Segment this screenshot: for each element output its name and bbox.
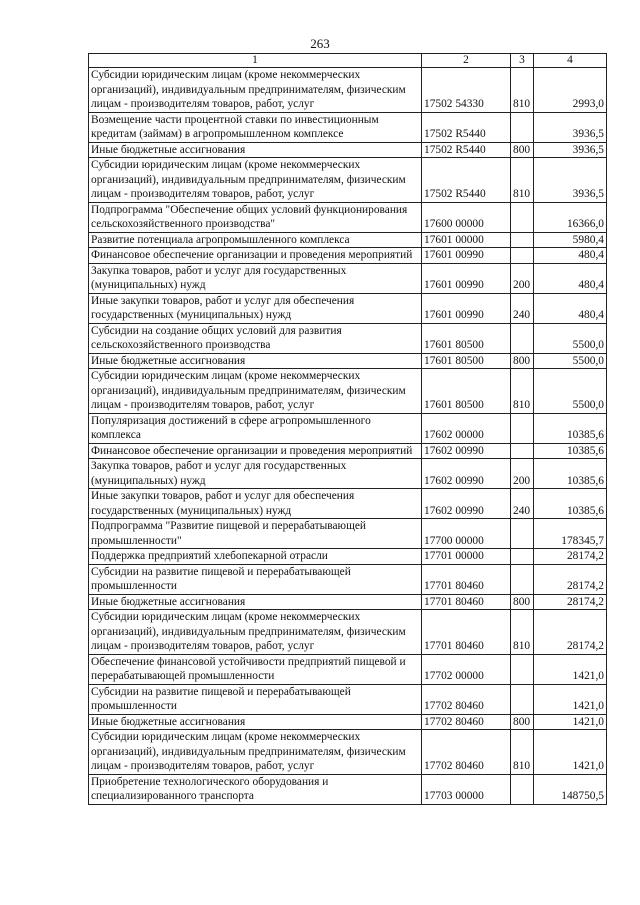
row-name: Субсидии юридическим лицам (кроме некоммерческих организаций), индивидуальным предпринимателям, физическим лицам - производителям товаров, работ, услуг bbox=[89, 730, 422, 775]
table-row bbox=[89, 142, 607, 158]
table-row bbox=[89, 610, 607, 655]
table-row bbox=[89, 323, 607, 353]
row-name: Иные бюджетные ассигнования bbox=[89, 353, 422, 369]
row-amount: 3936,5 bbox=[534, 142, 607, 158]
row-expense-type bbox=[511, 549, 534, 565]
row-name: Иные закупки товаров, работ и услуг для обеспечения государственных (муниципальных) нужд bbox=[89, 293, 422, 323]
row-amount: 5500,0 bbox=[534, 323, 607, 353]
table-row bbox=[89, 68, 607, 113]
row-code: 17502 R5440 bbox=[422, 142, 511, 158]
row-code: 17502 R5440 bbox=[422, 158, 511, 203]
row-expense-type bbox=[511, 654, 534, 684]
row-expense-type bbox=[511, 323, 534, 353]
row-name: Субсидии на развитие пищевой и перерабатывающей промышленности bbox=[89, 564, 422, 594]
row-name: Иные бюджетные ассигнования bbox=[89, 714, 422, 730]
row-expense-type: 800 bbox=[511, 353, 534, 369]
row-expense-type bbox=[511, 443, 534, 459]
row-name: Приобретение технологического оборудования и специализированного транспорта bbox=[89, 774, 422, 804]
row-amount: 10385,6 bbox=[534, 413, 607, 443]
row-name: Финансовое обеспечение организации и проведения мероприятий bbox=[89, 443, 422, 459]
table-row bbox=[89, 293, 607, 323]
row-name: Поддержка предприятий хлебопекарной отрасли bbox=[89, 549, 422, 565]
row-expense-type bbox=[511, 519, 534, 549]
table-row bbox=[89, 112, 607, 142]
row-amount: 2993,0 bbox=[534, 68, 607, 113]
table-row bbox=[89, 459, 607, 489]
row-code: 17701 00000 bbox=[422, 549, 511, 565]
row-code: 17701 80460 bbox=[422, 610, 511, 655]
row-name: Закупка товаров, работ и услуг для государственных (муниципальных) нужд bbox=[89, 459, 422, 489]
row-amount: 28174,2 bbox=[534, 594, 607, 610]
row-expense-type: 810 bbox=[511, 158, 534, 203]
table-row bbox=[89, 353, 607, 369]
row-expense-type: 200 bbox=[511, 263, 534, 293]
row-expense-type bbox=[511, 564, 534, 594]
table-row bbox=[89, 443, 607, 459]
row-code: 17702 80460 bbox=[422, 714, 511, 730]
row-name: Субсидии на развитие пищевой и перерабатывающей промышленности bbox=[89, 684, 422, 714]
row-expense-type: 810 bbox=[511, 68, 534, 113]
row-expense-type: 810 bbox=[511, 369, 534, 414]
row-amount: 28174,2 bbox=[534, 564, 607, 594]
row-code: 17601 00990 bbox=[422, 293, 511, 323]
row-code: 17601 00990 bbox=[422, 263, 511, 293]
row-name: Субсидии юридическим лицам (кроме некоммерческих организаций), индивидуальным предпринимателям, физическим лицам - производителям товаров, работ, услуг bbox=[89, 610, 422, 655]
table-row bbox=[89, 369, 607, 414]
row-expense-type bbox=[511, 202, 534, 232]
table-row bbox=[89, 714, 607, 730]
row-code: 17702 00000 bbox=[422, 654, 511, 684]
header-col-2: 2 bbox=[422, 54, 511, 68]
header-col-3: 3 bbox=[511, 54, 534, 68]
row-code: 17600 00000 bbox=[422, 202, 511, 232]
row-amount: 3936,5 bbox=[534, 158, 607, 203]
row-expense-type: 810 bbox=[511, 610, 534, 655]
row-amount: 480,4 bbox=[534, 293, 607, 323]
page-number: 263 bbox=[310, 36, 330, 51]
row-code: 17701 80460 bbox=[422, 564, 511, 594]
row-name: Субсидии юридическим лицам (кроме некоммерческих организаций), индивидуальным предпринимателям, физическим лицам - производителям товаров, работ, услуг bbox=[89, 68, 422, 113]
header-col-4: 4 bbox=[534, 54, 607, 68]
row-expense-type: 200 bbox=[511, 459, 534, 489]
row-name: Иные закупки товаров, работ и услуг для обеспечения государственных (муниципальных) нужд bbox=[89, 489, 422, 519]
row-name: Иные бюджетные ассигнования bbox=[89, 594, 422, 610]
row-name: Подпрограмма "Развитие пищевой и перерабатывающей промышленности" bbox=[89, 519, 422, 549]
row-amount: 5980,4 bbox=[534, 232, 607, 248]
table-row bbox=[89, 730, 607, 775]
row-amount: 16366,0 bbox=[534, 202, 607, 232]
row-amount: 1421,0 bbox=[534, 730, 607, 775]
row-code: 17701 80460 bbox=[422, 594, 511, 610]
row-expense-type bbox=[511, 413, 534, 443]
row-name: Обеспечение финансовой устойчивости предприятий пищевой и перерабатывающей промышленности bbox=[89, 654, 422, 684]
row-expense-type bbox=[511, 684, 534, 714]
table-row bbox=[89, 248, 607, 264]
table-row bbox=[89, 774, 607, 804]
row-code: 17703 00000 bbox=[422, 774, 511, 804]
row-code: 17601 80500 bbox=[422, 369, 511, 414]
row-code: 17502 R5440 bbox=[422, 112, 511, 142]
row-expense-type bbox=[511, 112, 534, 142]
row-amount: 10385,6 bbox=[534, 489, 607, 519]
row-name: Развитие потенциала агропромышленного комплекса bbox=[89, 232, 422, 248]
row-amount: 148750,5 bbox=[534, 774, 607, 804]
row-amount: 178345,7 bbox=[534, 519, 607, 549]
table-row bbox=[89, 684, 607, 714]
row-amount: 480,4 bbox=[534, 263, 607, 293]
table-row bbox=[89, 158, 607, 203]
row-amount: 5500,0 bbox=[534, 353, 607, 369]
row-name: Популяризация достижений в сфере агропромышленного комплекса bbox=[89, 413, 422, 443]
row-code: 17602 00000 bbox=[422, 413, 511, 443]
row-name: Закупка товаров, работ и услуг для государственных (муниципальных) нужд bbox=[89, 263, 422, 293]
row-expense-type: 800 bbox=[511, 142, 534, 158]
table-body bbox=[89, 68, 607, 805]
row-code: 17602 00990 bbox=[422, 459, 511, 489]
row-amount: 10385,6 bbox=[534, 459, 607, 489]
table-row bbox=[89, 489, 607, 519]
table-row bbox=[89, 564, 607, 594]
row-amount: 28174,2 bbox=[534, 610, 607, 655]
row-expense-type: 240 bbox=[511, 293, 534, 323]
table-row bbox=[89, 519, 607, 549]
row-expense-type: 240 bbox=[511, 489, 534, 519]
row-code: 17700 00000 bbox=[422, 519, 511, 549]
table-row bbox=[89, 263, 607, 293]
row-code: 17702 80460 bbox=[422, 730, 511, 775]
row-code: 17601 80500 bbox=[422, 323, 511, 353]
table-row bbox=[89, 654, 607, 684]
row-name: Возмещение части процентной ставки по инвестиционным кредитам (займам) в агропромышленном комплексе bbox=[89, 112, 422, 142]
row-expense-type: 800 bbox=[511, 594, 534, 610]
row-expense-type: 800 bbox=[511, 714, 534, 730]
row-name: Субсидии юридическим лицам (кроме некоммерческих организаций), индивидуальным предпринимателям, физическим лицам - производителям товаров, работ, услуг bbox=[89, 369, 422, 414]
row-name: Финансовое обеспечение организации и проведения мероприятий bbox=[89, 248, 422, 264]
row-name: Субсидии юридическим лицам (кроме некоммерческих организаций), индивидуальным предпринимателям, физическим лицам - производителям товаров, работ, услуг bbox=[89, 158, 422, 203]
budget-table bbox=[88, 53, 607, 805]
row-expense-type bbox=[511, 248, 534, 264]
row-amount: 10385,6 bbox=[534, 443, 607, 459]
row-code: 17702 80460 bbox=[422, 684, 511, 714]
table-row bbox=[89, 594, 607, 610]
row-code: 17502 54330 bbox=[422, 68, 511, 113]
table-row bbox=[89, 232, 607, 248]
row-amount: 1421,0 bbox=[534, 654, 607, 684]
header-col-1: 1 bbox=[89, 54, 422, 68]
table-row bbox=[89, 549, 607, 565]
row-code: 17601 00000 bbox=[422, 232, 511, 248]
row-name: Субсидии на создание общих условий для развития сельскохозяйственного производства bbox=[89, 323, 422, 353]
row-amount: 480,4 bbox=[534, 248, 607, 264]
row-amount: 3936,5 bbox=[534, 112, 607, 142]
row-expense-type bbox=[511, 774, 534, 804]
row-name: Иные бюджетные ассигнования bbox=[89, 142, 422, 158]
row-amount: 5500,0 bbox=[534, 369, 607, 414]
table-row bbox=[89, 413, 607, 443]
table-header-row bbox=[89, 54, 607, 68]
table-row bbox=[89, 202, 607, 232]
row-name: Подпрограмма "Обеспечение общих условий функционирования сельскохозяйственного производства" bbox=[89, 202, 422, 232]
row-code: 17601 80500 bbox=[422, 353, 511, 369]
row-expense-type bbox=[511, 232, 534, 248]
row-amount: 1421,0 bbox=[534, 714, 607, 730]
row-amount: 28174,2 bbox=[534, 549, 607, 565]
row-amount: 1421,0 bbox=[534, 684, 607, 714]
row-code: 17602 00990 bbox=[422, 489, 511, 519]
row-expense-type: 810 bbox=[511, 730, 534, 775]
row-code: 17601 00990 bbox=[422, 248, 511, 264]
row-code: 17602 00990 bbox=[422, 443, 511, 459]
